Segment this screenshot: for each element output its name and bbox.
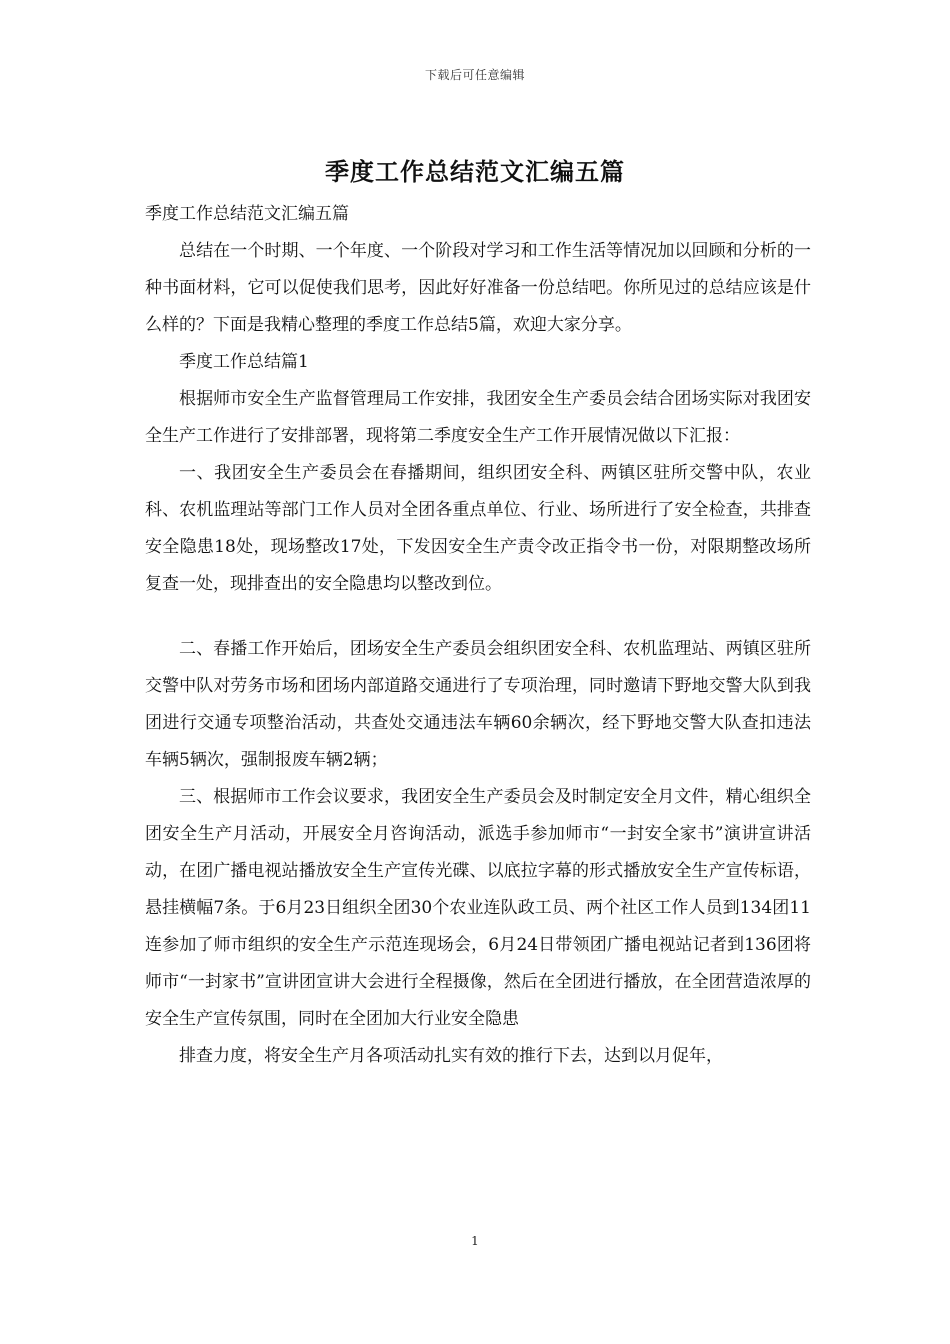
body-paragraph-1: 根据师市安全生产监督管理局工作安排，我团安全生产委员会结合团场实际对我团安全生产工作进行了安排部署，现将第二季度安全生产工作开展情况做以下汇报： [145, 389, 811, 446]
page-number: 1 [471, 1234, 479, 1248]
body-paragraph-5: 排查力度，将安全生产月各项活动扎实有效的推行下去，达到以月促年， [179, 1046, 723, 1066]
page-header-note: 下载后可任意编辑 [424, 68, 525, 82]
intro-paragraph: 总结在一个时期、一个年度、一个阶段对学习和工作生活等情况加以回顾和分析的一种书面材料，它可以促使我们思考，因此好好准备一份总结吧。你所见过的总结应该是什么样的？下面是我精心整理的季度工作总结5篇，欢迎大家分享。 [145, 241, 811, 335]
body-paragraph-2: 一、我团安全生产委员会在春播期间，组织团安全科、两镇区驻所交警中队，农业科、农机监理站等部门工作人员对全团各重点单位、行业、场所进行了安全检查，共排查安全隐患18处，现场整改17处，下发因安全生产责令改正指令书一份，对限期整改场所复查一处，现排查出的安全隐患均以整改到位。 [145, 463, 811, 594]
document-body [145, 196, 811, 1075]
document-title: 季度工作总结范文汇编五篇 [325, 157, 625, 186]
body-paragraph-3: 二、春播工作开始后，团场安全生产委员会组织团安全科、农机监理站、两镇区驻所交警中队对劳务市场和团场内部道路交通进行了专项治理，同时邀请下野地交警大队到我团进行交通专项整治活动，共查处交通违法车辆60余辆次，经下野地交警大队查扣违法车辆5辆次，强制报废车辆2辆； [145, 639, 811, 770]
document-subtitle: 季度工作总结范文汇编五篇 [145, 204, 349, 224]
section-heading: 季度工作总结篇1 [179, 352, 309, 372]
body-paragraph-4: 三、根据师市工作会议要求，我团安全生产委员会及时制定安全月文件，精心组织全团安全生产月活动，开展安全月咨询活动，派选手参加师市“一封安全家书”演讲宣讲活动，在团广播电视站播放安全生产宣传光碟、以底拉字幕的形式播放安全生产宣传标语，悬挂横幅7条。于6月23日组织全团30个农业连队政工员、两个社区工作人员到134团11连参加了师市组织的安全生产示范连现场会，6月24日带领团广播电视站记者到136团将师市“一封家书”宣讲团宣讲大会进行全程摄像，然后在全团进行播放，在全团营造浓厚的安全生产宣传氛围，同时在全团加大行业安全隐患 [145, 787, 811, 1029]
